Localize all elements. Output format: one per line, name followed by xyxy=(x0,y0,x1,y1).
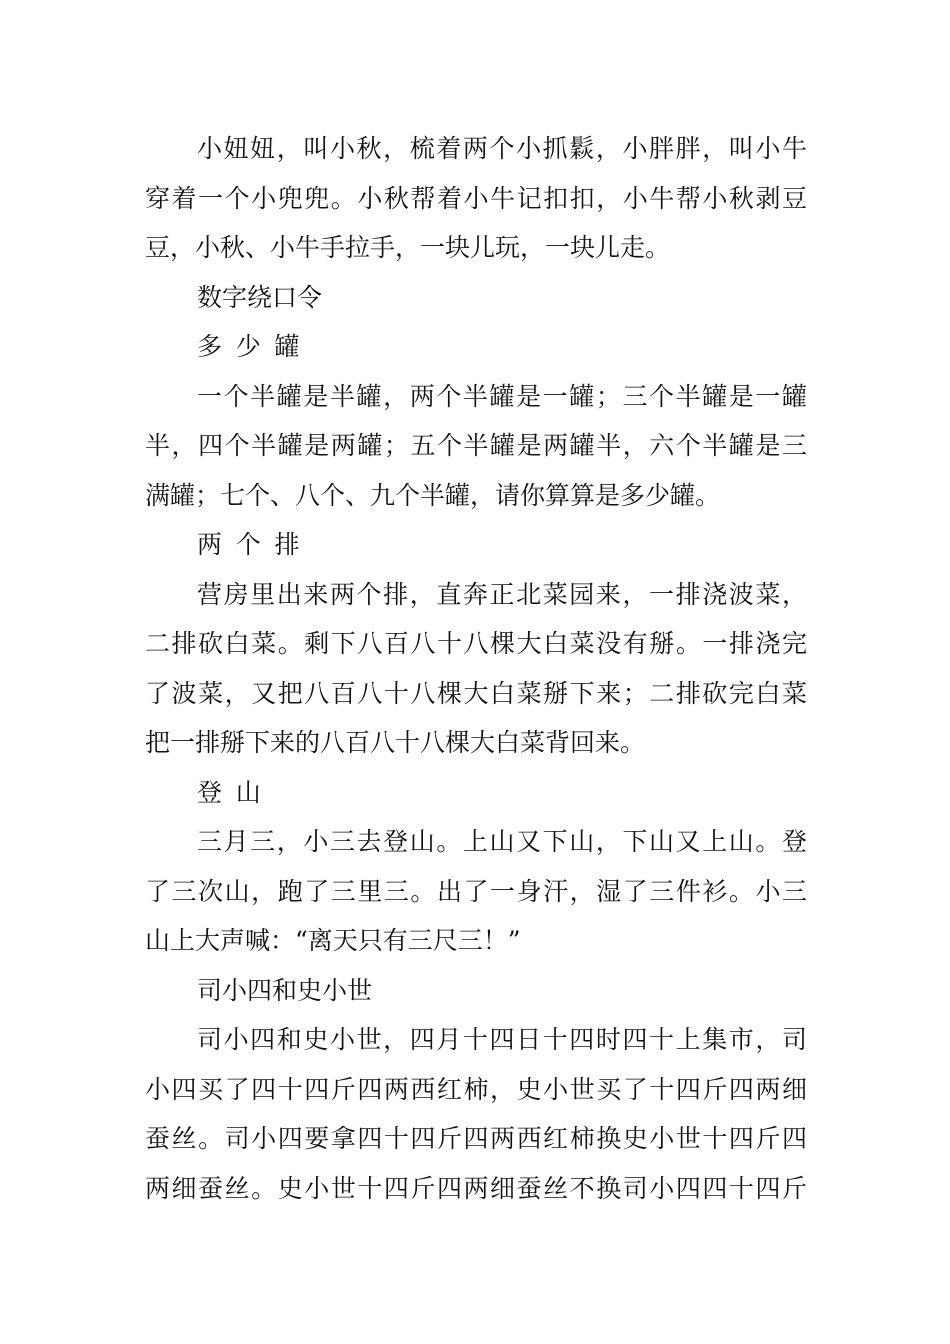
paragraph-line: 司小四和史小世，四月十四日十四时四十上集市，司 xyxy=(197,1025,807,1054)
poem-title: 登山 xyxy=(197,777,275,807)
poem-title: 多少罐 xyxy=(197,332,314,361)
paragraph-line: 小妞妞，叫小秋，梳着两个小抓鬏，小胖胖，叫小牛 xyxy=(197,134,807,163)
poem-title: 司小四和史小世 xyxy=(197,975,373,1005)
paragraph-line: 三月三，小三去登山。上山又下山，下山又上山。登 xyxy=(197,827,807,856)
paragraph-line: 豆，小秋、小牛手拉手，一块儿玩，一块儿走。 xyxy=(145,233,671,262)
paragraph-line: 了三次山，跑了三里三。出了一身汗，湿了三件衫。小三 xyxy=(145,876,807,906)
document-page xyxy=(145,124,807,1213)
paragraph-line: 蚕丝。司小四要拿四十四斤四两西红柿换史小世十四斤四 xyxy=(145,1124,807,1153)
paragraph-line: 半，四个半罐是两罐；五个半罐是两罐半，六个半罐是三 xyxy=(145,431,807,460)
paragraph-line: 二排砍白菜。剩下八百八十八棵大白菜没有掰。一排浇完 xyxy=(145,629,807,658)
paragraph-line: 一个半罐是半罐，两个半罐是一罐；三个半罐是一罐 xyxy=(197,381,807,411)
paragraph-line: 把一排掰下来的八百八十八棵大白菜背回来。 xyxy=(145,728,646,757)
paragraph-line: 穿着一个小兜兜。小秋帮着小牛记扣扣，小牛帮小秋剥豆 xyxy=(145,183,807,213)
paragraph-line: 两细蚕丝。史小世十四斤四两细蚕丝不换司小四四十四斤 xyxy=(145,1173,807,1203)
poem-title: 两个排 xyxy=(197,530,314,559)
paragraph-line: 小四买了四十四斤四两西红柿，史小世买了十四斤四两细 xyxy=(145,1074,807,1104)
section-heading: 数字绕口令 xyxy=(197,282,323,312)
paragraph-line: 营房里出来两个排，直奔正北菜园来，一排浇波菜， xyxy=(197,579,807,609)
paragraph-line: 了波菜，又把八百八十八棵大白菜掰下来；二排砍完白菜 xyxy=(145,678,807,708)
paragraph-line: 满罐；七个、八个、九个半罐，请你算算是多少罐。 xyxy=(145,480,721,510)
paragraph-line: 山上大声喊：“离天只有三尺三！” xyxy=(145,926,521,955)
